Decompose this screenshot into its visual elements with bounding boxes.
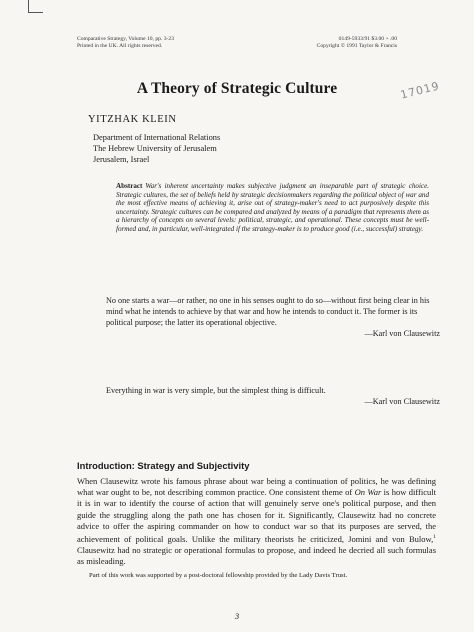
copyright-line: Copyright © 1991 Taylor & Francis (316, 43, 397, 49)
journal-citation (77, 36, 174, 50)
body-text: Clausewitz had no strategic or operational formulas to propose, and indeed he decried all such formulas as misleading. (77, 545, 436, 567)
affiliation-line: The Hebrew University of Jerusalem (93, 144, 217, 153)
copyright-info (317, 36, 397, 50)
book-title: On War (354, 487, 382, 498)
journal-line-2: Printed in the UK. All rights reserved. (77, 43, 163, 49)
issn-code: 0149-5933/91 $3.00 + .00 (338, 36, 397, 42)
quote-text: No one starts a war—or rather, no one in his senses ought to do so—without first being clear in his mind what he intends to achieve by that war and how he intends to conduct it. The former is its political purpose; the latter its operational objective. (106, 296, 430, 327)
footnote-marker: 1 (433, 534, 436, 541)
journal-line-1: Comparative Strategy, Volume 10, pp. 3-23 (77, 36, 174, 42)
crop-mark (28, 0, 43, 13)
affiliation-line: Department of International Relations (93, 133, 221, 142)
quote-attribution: —Karl von Clausewitz (364, 329, 440, 338)
quote-attribution: —Karl von Clausewitz (364, 397, 440, 406)
epigraph-quote (106, 295, 440, 339)
acknowledgement-footnote: Part of this work was supported by a post-doctoral fellowship provided by the Lady Davis Trust. (89, 572, 348, 579)
section-heading: Introduction: Strategy and Subjectivity (77, 460, 250, 471)
article-title: A Theory of Strategic Culture (136, 80, 338, 97)
handwritten-pencil-note: 17019 (399, 79, 441, 102)
quote-text: Everything in war is very simple, but the simplest thing is difficult. (106, 386, 326, 395)
body-text: is how difficult it is in war to identify the course of action that will genuinely serve one's political purpose, and then guide the struggling along the path one has chosen for it. Significantly, Clausewitz had no concrete advice to offer the aspiring commander on how to conduct war so that its purposes are served, the achievement of political goals. Unlike the military theorists he criticized, Jomini and von Bulow, (77, 487, 436, 544)
section-body (77, 476, 436, 567)
affiliation-line: Jerusalem, Israel (93, 155, 150, 164)
body-text: When Clausewitz wrote his famous phrase about war being a continuation of politics, he was defining what war ought to be, not describing common practice. One consistent theme of (77, 476, 436, 498)
abstract-text: War's inherent uncertainty makes subjective judgment an inseparable part of strategic choice. Strategic cultures, the set of beliefs held by strategic decisionmakers regarding the political object of war and the most effective means of achieving it, arise out of strategy-maker's need to act purposively despite this uncertainty. Strategic cultures can be compared and analyzed by means of a paradigm that represents them as a hierarchy of concepts on several levels: political, strategic, and operational. These concepts must be well-formed and, in particular, well-integrated if the strategy-maker is to produce good (i.e., successful) strategy. (116, 182, 429, 233)
author-affiliation (93, 132, 220, 165)
page-number: 3 (234, 611, 240, 621)
author-name: YITZHAK KLEIN (88, 114, 177, 125)
epigraph-quote (106, 385, 440, 407)
abstract (116, 182, 429, 234)
abstract-label: Abstract (116, 182, 143, 190)
